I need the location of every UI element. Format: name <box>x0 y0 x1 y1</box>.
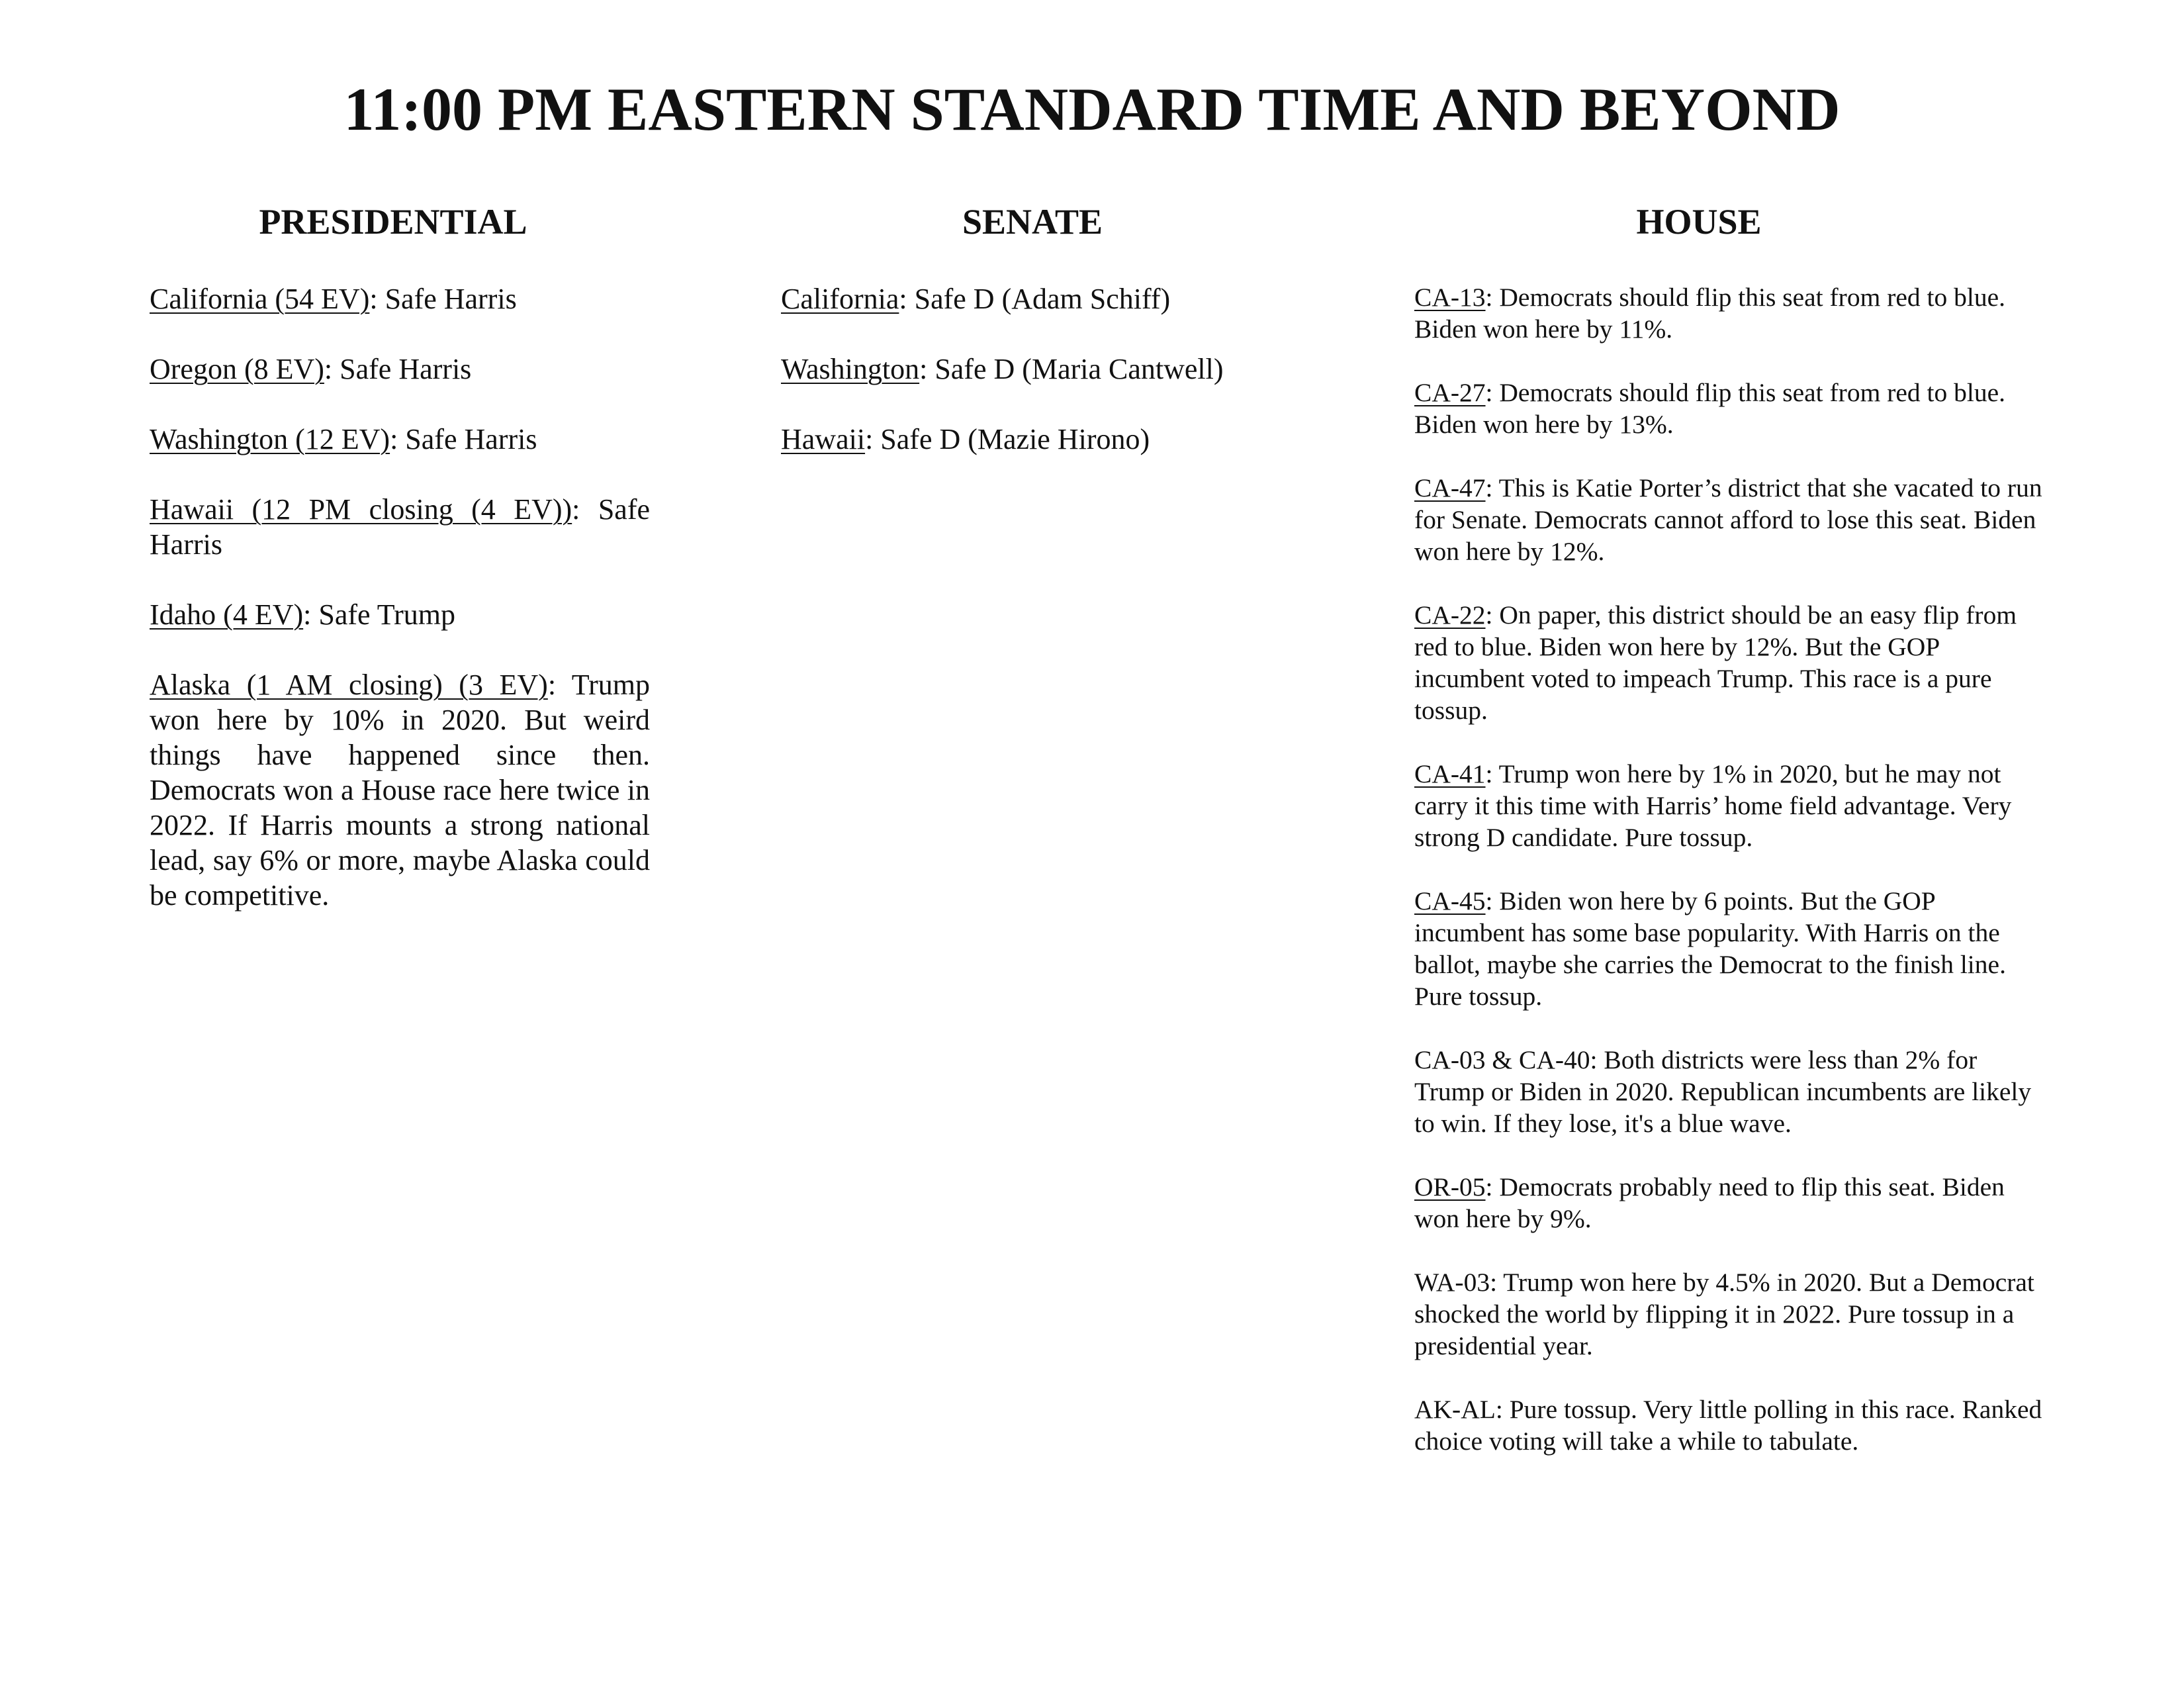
house-entry-ca-27 <box>1414 377 2050 440</box>
entry-text: : Biden won here by 6 points. But the GOP incumbent has some base popularity. With Harris on the ballot, maybe she carries the Democrat to the finish line. Pure tossup. <box>1414 886 2006 1011</box>
entry-text: : Democrats should flip this seat from red to blue. Biden won here by 11%. <box>1414 283 2005 344</box>
house-entry-ca-41 <box>1414 758 2050 853</box>
entry-label: Washington (12 EV) <box>150 423 390 455</box>
entry-label: Idaho (4 EV) <box>150 598 304 631</box>
house-entry-ca-47 <box>1414 472 2050 567</box>
senate-entry-hawaii <box>781 422 1284 457</box>
house-entry-ca-13 <box>1414 281 2050 345</box>
entry-label: OR-05 <box>1414 1172 1486 1201</box>
senate-heading: SENATE <box>962 202 1103 242</box>
house-entry-ca-22 <box>1414 599 2050 726</box>
entry-label: CA-22 <box>1414 600 1486 630</box>
entry-text: : Safe D (Maria Cantwell) <box>919 353 1224 385</box>
presidential-entry-hawaii <box>150 492 650 562</box>
entry-text: WA-03: Trump won here by 4.5% in 2020. But a Democrat shocked the world by flipping it in 2022. Pure tossup in a presidential year. <box>1414 1268 2034 1360</box>
entry-text: : On paper, this district should be an easy flip from red to blue. Biden won here by 12%. But the GOP incumbent voted to impeach Trump. This race is a pure tossup. <box>1414 600 2017 725</box>
entry-label: Hawaii (12 PM closing (4 EV)) <box>150 493 572 526</box>
entry-label: CA-41 <box>1414 759 1486 788</box>
presidential-heading: PRESIDENTIAL <box>259 202 527 242</box>
entry-label: CA-47 <box>1414 473 1486 502</box>
presidential-entry-washington <box>150 422 650 457</box>
entry-text: : Democrats should flip this seat from red to blue. Biden won here by 13%. <box>1414 378 2005 439</box>
presidential-entry-california <box>150 281 650 316</box>
senate-entry-california <box>781 281 1284 316</box>
senate-entry-washington <box>781 352 1284 387</box>
entry-text: : Democrats probably need to flip this seat. Biden won here by 9%. <box>1414 1172 2005 1233</box>
house-entry-wa-03 <box>1414 1266 2050 1362</box>
house-entry-ak-al <box>1414 1393 2050 1457</box>
presidential-column <box>150 195 650 948</box>
entry-text: : Trump won here by 10% in 2020. But weird things have happened since then. Democrats won a House race here twice in 2022. If Harris mounts a strong national lead, say 6% or more, maybe Alaska could be competitive. <box>150 669 651 912</box>
entry-text: : Safe Harris <box>390 423 537 455</box>
house-entry-ca-45 <box>1414 885 2050 1012</box>
house-entry-ca-03-ca-40 <box>1414 1044 2050 1139</box>
entry-text: AK-AL: Pure tossup. Very little polling in this race. Ranked choice voting will take a while to tabulate. <box>1414 1395 2042 1456</box>
house-heading: HOUSE <box>1636 202 1762 242</box>
entry-text: : This is Katie Porter’s district that she vacated to run for Senate. Democrats cannot afford to lose this seat. Biden won here by 12%. <box>1414 473 2042 566</box>
entry-text: : Safe Harris <box>150 493 651 561</box>
entry-text: : Safe Harris <box>324 353 472 385</box>
entry-text: CA-03 & CA-40: Both districts were less than 2% for Trump or Biden in 2020. Republican incumbents are likely to win. If they lose, it's a blue wave. <box>1414 1045 2032 1138</box>
entry-label: Oregon (8 EV) <box>150 353 324 385</box>
presidential-entry-alaska <box>150 667 650 913</box>
senate-column <box>781 195 1284 492</box>
entry-text: : Safe D (Mazie Hirono) <box>865 423 1150 455</box>
entry-label: Hawaii <box>781 423 866 455</box>
entry-text: : Safe Trump <box>303 598 455 631</box>
entry-label: California (54 EV) <box>150 283 370 315</box>
entry-label: CA-27 <box>1414 378 1486 407</box>
entry-label: California <box>781 283 899 315</box>
entry-text: : Safe Harris <box>369 283 517 315</box>
entry-label: CA-13 <box>1414 283 1486 312</box>
entry-label: Alaska (1 AM closing) (3 EV) <box>150 669 548 701</box>
entry-text: : Trump won here by 1% in 2020, but he may not carry it this time with Harris’ home field advantage. Very strong D candidate. Pure tossup. <box>1414 759 2012 852</box>
presidential-entry-idaho <box>150 597 650 632</box>
entry-label: Washington <box>781 353 920 385</box>
house-entry-or-05 <box>1414 1171 2050 1235</box>
entry-label: CA-45 <box>1414 886 1486 915</box>
presidential-entry-oregon <box>150 352 650 387</box>
entry-text: : Safe D (Adam Schiff) <box>899 283 1171 315</box>
house-column <box>1414 195 2050 1489</box>
page-title: 11:00 PM EASTERN STANDARD TIME AND BEYOND <box>343 75 1841 143</box>
